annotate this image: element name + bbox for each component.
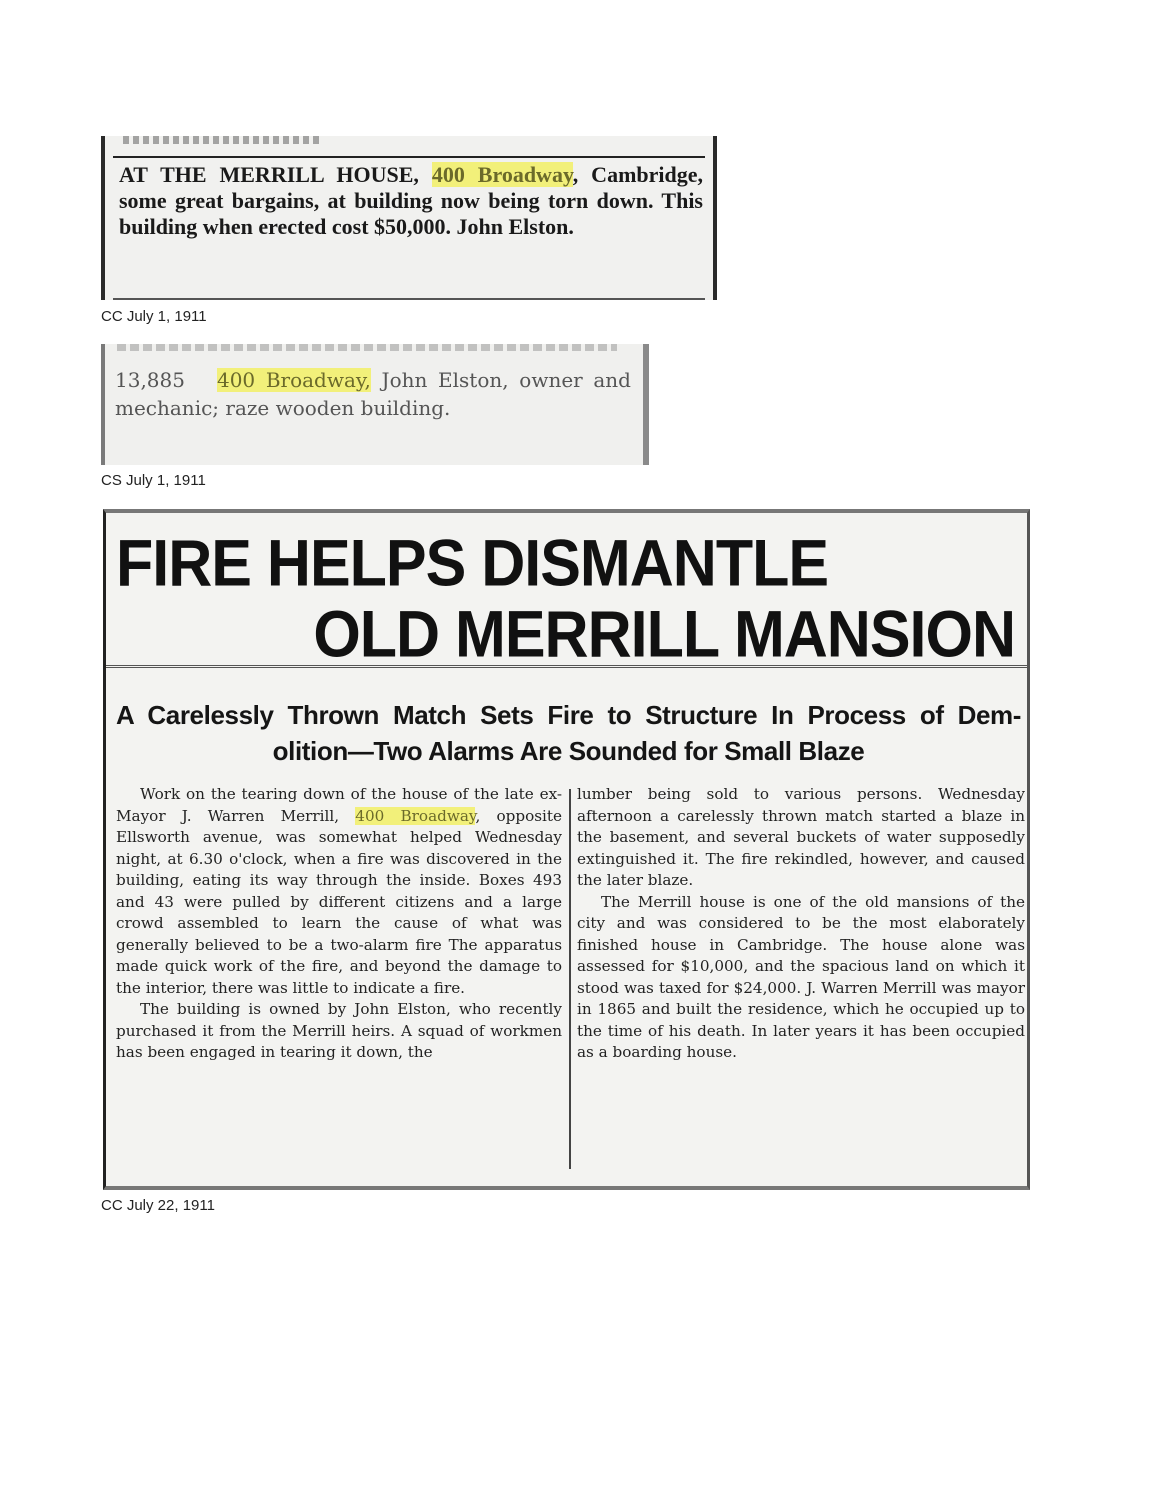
- headline: [116, 527, 1019, 670]
- clipping-ad: [101, 136, 717, 300]
- caption: CC July 1, 1911: [101, 308, 207, 325]
- caption: CC July 22, 1911: [101, 1197, 215, 1214]
- paragraph: Work on the tearing down of the house of the late ex-Mayor J. Warren Merrill, 400 Broadway, opposite Ellsworth avenue, was somewhat helped Wednesday night, at 6.30 o'clock, when a fire was discovered in the building, eating its way through the inside. Boxes 493 and 43 were pulled by different citizens and a large crowd assembled to learn the cause of what was generally believed to be a two-alarm fire The apparatus made quick work of the fire, and beyond the damage to the interior, there was little to indicate a fire.: [116, 785, 562, 997]
- article-column: [577, 784, 1025, 1064]
- torn-edge: [123, 136, 323, 144]
- column-divider: [569, 789, 571, 1169]
- subheadline-line: A Carelessly Thrown Match Sets Fire to Structure In Process of Dem-: [116, 700, 1021, 730]
- paragraph: lumber being sold to various persons. Wednesday afternoon a carelessly thrown match started a blaze in the basement, and several buckets of water supposedly extinguished it. The fire rekindled, however, and caused the later blaze.: [577, 785, 1025, 889]
- torn-edge: [117, 344, 617, 351]
- subheadline-line: olition—Two Alarms Are Sounded for Small Blaze: [272, 736, 865, 766]
- paragraph: The Merrill house is one of the old mansions of the city and was considered to be the most elaborately finished house in Cambridge. The house alone was assessed for $10,000, and the spacious land on which it stood was taxed for $24,000. J. Warren Merrill was mayor in 1865 and built the residence, which he occupied up to the time of his death. In later years it has been occupied as a boarding house.: [577, 892, 1025, 1061]
- paragraph: The building is owned by John Elston, who recently purchased it from the Merrill heirs. A squad of workmen has been engaged in tearing it down, the: [116, 1000, 562, 1061]
- rule: [113, 298, 705, 300]
- headline-line: OLD MERRILL MANSION: [313, 597, 1015, 671]
- clipping-article: [103, 509, 1030, 1190]
- highlight: 400 Broadway,: [216, 368, 371, 392]
- article-column: [116, 784, 562, 1064]
- highlight: 400 Broadway: [431, 162, 573, 187]
- highlight: 400 Broadway: [355, 806, 476, 825]
- rule: [113, 156, 705, 158]
- caption: CS July 1, 1911: [101, 472, 206, 489]
- permit-text: 13,885 400 Broadway, John Elston, owner and mechanic; raze wooden building.: [115, 368, 631, 420]
- headline-line: FIRE HELPS DISMANTLE: [116, 525, 829, 600]
- rule: [106, 665, 1027, 668]
- ad-text: AT THE MERRILL HOUSE, 400 Broadway, Cambridge, some great bargains, at building now being torn down. This building when erected cost $50,000. John Elston.: [119, 162, 704, 239]
- subheadline: [116, 697, 1021, 769]
- clipping-permit: [101, 344, 649, 465]
